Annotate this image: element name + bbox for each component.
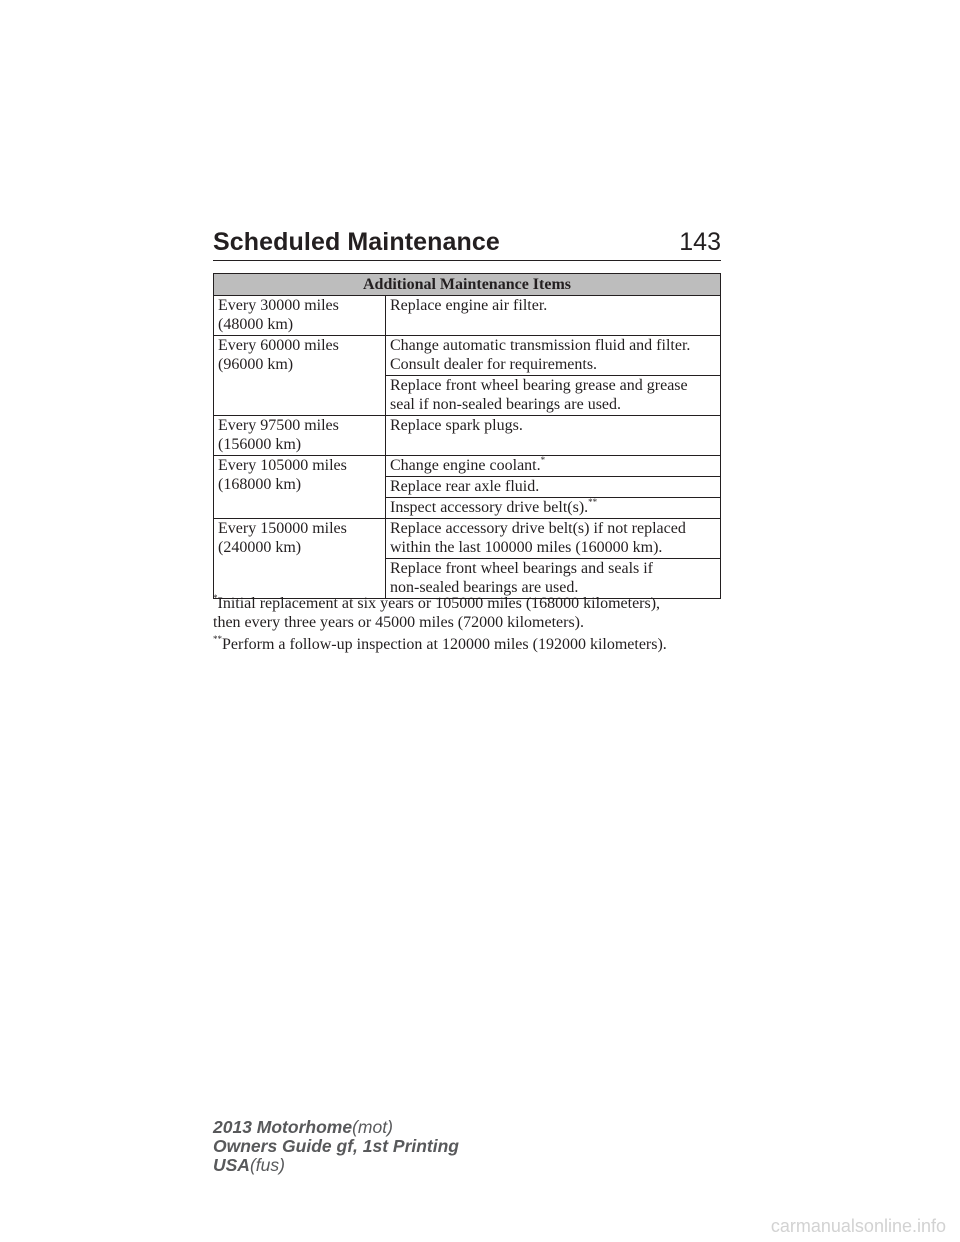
item-line <box>390 519 716 538</box>
table-row <box>214 336 721 376</box>
item-line <box>390 355 716 374</box>
footnote-line <box>213 613 733 632</box>
interval-cell <box>214 519 386 599</box>
interval-line: Every 97500 miles <box>218 417 339 434</box>
footnotes <box>213 594 733 657</box>
item-text: Inspect accessory drive belt(s). <box>390 499 589 516</box>
item-text: Replace front wheel bearing grease and grease <box>390 377 688 394</box>
interval-line: Every 150000 miles <box>218 520 347 537</box>
maintenance-item-cell <box>386 336 721 376</box>
table-title: Additional Maintenance Items <box>214 274 721 296</box>
interval-line: Every 30000 miles <box>218 297 339 314</box>
interval-line: (168000 km) <box>218 476 302 493</box>
footnote-marker: ** <box>213 634 222 644</box>
item-text: Replace rear axle fluid. <box>390 478 540 495</box>
maintenance-item-cell <box>386 477 721 498</box>
item-text: Change engine coolant. <box>390 457 541 474</box>
interval-line: (96000 km) <box>218 356 294 373</box>
item-line <box>390 559 716 578</box>
item-line <box>390 477 716 496</box>
interval-cell <box>214 456 386 519</box>
maintenance-item-cell <box>386 559 721 599</box>
footnote-marker: * <box>213 593 218 603</box>
watermark: carmanualsonline.info <box>770 1216 946 1236</box>
interval-line: (48000 km) <box>218 316 294 333</box>
footnote-text: Initial replacement at six years or 105000 miles (168000 kilometers), <box>217 595 661 612</box>
maintenance-item-cell <box>386 376 721 416</box>
interval-line: Every 105000 miles <box>218 457 347 474</box>
interval-line: Every 60000 miles <box>218 337 339 354</box>
table-row <box>214 519 721 559</box>
table-body <box>214 296 721 599</box>
item-text: Replace spark plugs. <box>390 417 523 434</box>
footnote-text: Perform a follow-up inspection at 120000 miles (192000 kilometers). <box>222 636 667 653</box>
footnote <box>213 594 733 632</box>
interval-cell <box>214 296 386 336</box>
footer-line-2: Owners Guide gf, 1st Printing <box>213 1136 459 1156</box>
table-row <box>214 296 721 336</box>
item-line <box>390 395 716 414</box>
footnote-line <box>213 594 733 613</box>
maintenance-item-cell <box>386 296 721 336</box>
footnote-marker: ** <box>588 497 598 507</box>
item-line <box>390 498 716 517</box>
footnote-marker: * <box>540 455 546 465</box>
interval-line: (240000 km) <box>218 539 302 556</box>
interval-cell <box>214 336 386 416</box>
footnote <box>213 635 733 654</box>
item-text: Change automatic transmission fluid and filter. <box>390 337 691 354</box>
page-header <box>213 228 721 261</box>
item-line <box>390 538 716 557</box>
maintenance-item-cell <box>386 416 721 456</box>
item-line <box>390 336 716 355</box>
item-line <box>390 296 716 315</box>
item-text: seal if non-sealed bearings are used. <box>390 396 622 413</box>
interval-cell <box>214 416 386 456</box>
item-text: Replace engine air filter. <box>390 297 548 314</box>
footnote-line <box>213 635 733 654</box>
section-title: Scheduled Maintenance <box>213 228 500 256</box>
item-text: within the last 100000 miles (160000 km). <box>390 539 663 556</box>
maintenance-item-cell <box>386 498 721 519</box>
table-row <box>214 416 721 456</box>
maintenance-table <box>213 273 721 599</box>
item-line <box>390 456 716 475</box>
maintenance-item-cell <box>386 456 721 477</box>
document-footer <box>213 1118 459 1175</box>
footer-line-3: USA(fus) <box>213 1155 285 1175</box>
item-text: Replace accessory drive belt(s) if not replaced <box>390 520 686 537</box>
page-number: 143 <box>679 228 721 256</box>
item-line <box>390 376 716 395</box>
table-row <box>214 456 721 477</box>
interval-line: (156000 km) <box>218 436 302 453</box>
footnote-text: then every three years or 45000 miles (72000 kilometers). <box>213 614 584 631</box>
maintenance-item-cell <box>386 519 721 559</box>
item-text: Replace front wheel bearings and seals if <box>390 560 654 577</box>
footer-line-1: 2013 Motorhome(mot) <box>213 1117 393 1137</box>
table-header-row <box>214 274 721 296</box>
item-text: non-sealed bearings are used. <box>390 579 579 596</box>
item-line <box>390 416 716 435</box>
item-text: Consult dealer for requirements. <box>390 356 598 373</box>
